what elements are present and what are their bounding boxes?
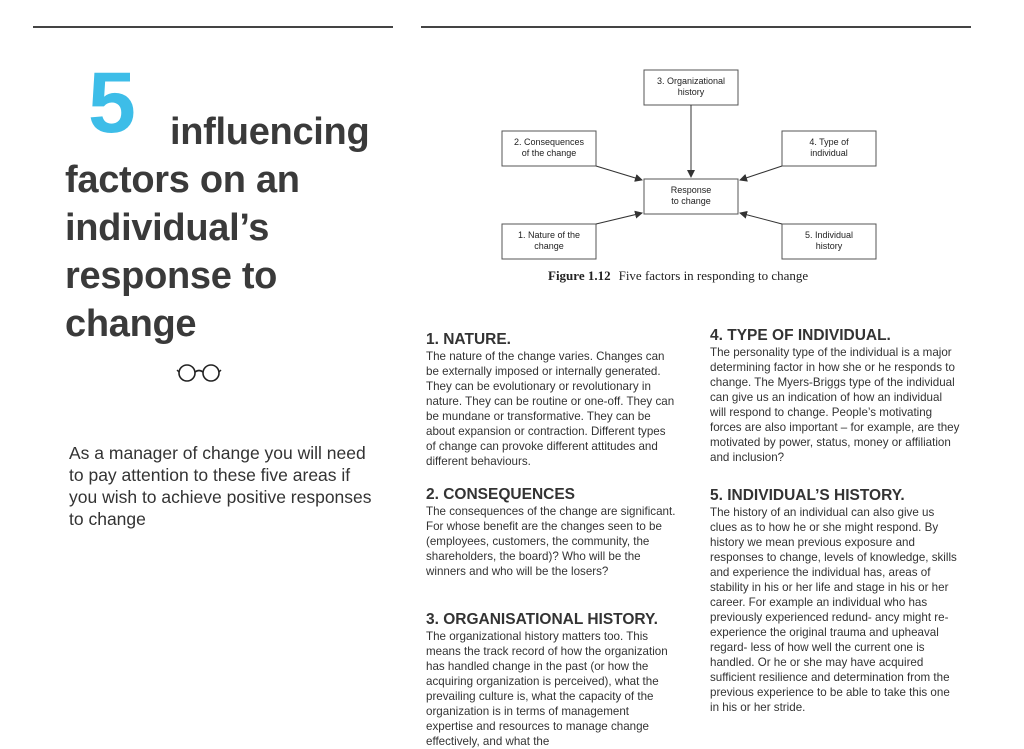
section-organisational-history [426,611,676,749]
section-heading: 5. INDIVIDUAL’S HISTORY. [710,487,905,504]
box-consequences [502,131,596,166]
section-heading: 1. NATURE. [426,331,511,348]
box-individual-history [782,224,876,259]
title-line-1: influencing [170,111,370,153]
figure-caption-text: Five factors in responding to change [618,268,809,283]
arrow-individual-history [740,213,782,224]
page-title [65,108,395,348]
top-rule-left [33,26,393,28]
svg-text:individual: individual [810,148,848,158]
section-consequences [426,486,676,579]
arrow-nature [596,213,642,224]
section-body: The nature of the change varies. Changes can be externally imposed or internally generated. They can be evolutionary or revolutionary in nature. They can be routine or one-off. They can be mundane or transformative. They can be about expansion or contraction. Different types of change can provoke different attitudes and different behaviours. [426,350,675,468]
svg-text:2. Consequences: 2. Consequences [513,137,585,147]
section-heading: 4. TYPE OF INDIVIDUAL. [710,327,891,344]
box-response-to-change [644,179,738,214]
intro-text: As a manager of change you will need to pay attention to these five areas if you wish to achieve positive responses to change [69,443,372,529]
svg-text:of the change: of the change [521,148,577,158]
svg-text:1. Nature of the: 1. Nature of the [517,230,581,240]
section-nature [426,331,676,469]
svg-text:Response: Response [670,185,712,195]
box-nature [502,224,596,259]
svg-text:3. Organizational: 3. Organizational [656,76,726,86]
svg-text:history: history [677,87,705,97]
svg-text:history: history [815,241,843,251]
title-line-rest: factors on an individual’s response to change [65,159,300,345]
glasses-icon [176,362,224,384]
svg-text:5. Individual: 5. Individual [804,230,854,240]
svg-text:4. Type of: 4. Type of [809,137,849,147]
arrow-type-of-individual [740,166,782,180]
section-heading: 3. ORGANISATIONAL HISTORY. [426,611,658,628]
section-individual-history [710,487,960,715]
figure-caption [548,268,808,284]
section-body: The history of an individual can also give us clues as to how he or she might respond. By history we mean previous exposure and responses to change, levels of knowledge, skills and experience the individual has, areas of stability in his or her life and stage in his or her career. For example an individual who has previously experienced redund- ancy might re-experience the original trauma and upheaval regard- less of how well the current one is handled. Or he or she may have acquired sufficient resilience and determination from the previous experience to be able to take this one in his or her stride. [710,506,957,714]
svg-text:to change: to change [671,196,711,206]
five-factors-diagram [500,64,880,264]
section-heading: 2. CONSEQUENCES [426,486,576,503]
arrow-consequences [596,166,642,180]
box-type-of-individual [782,131,876,166]
figure-caption-label: Figure 1.12 [548,268,611,283]
chapter-number: 5 [88,55,136,151]
top-rule-right [421,26,971,28]
box-org-history [644,70,738,105]
section-body: The personality type of the individual is a major determining factor in how she or he responds to change. The Myers-Briggs type of the individual can give us an indication of how an individual will respond to change. People’s motivating forces are also important – for example, are they motivated by power, status, money or affiliation and inclusion? [710,346,960,464]
section-type-of-individual [710,327,960,465]
section-body: The organizational history matters too. This means the track record of how the organization has handled change in the past (or how the acquiring organization is perceived), what the prevailing culture is, what the capacity of the organization is in terms of management expertise and resources to manage change effectively, and what the [426,630,668,748]
svg-text:change: change [534,241,564,251]
section-body: The consequences of the change are significant. For whose benefit are the changes seen to be (employees, customers, the community, the shareholders, the board)? Who will be the winners and who will be the losers? [426,505,676,578]
